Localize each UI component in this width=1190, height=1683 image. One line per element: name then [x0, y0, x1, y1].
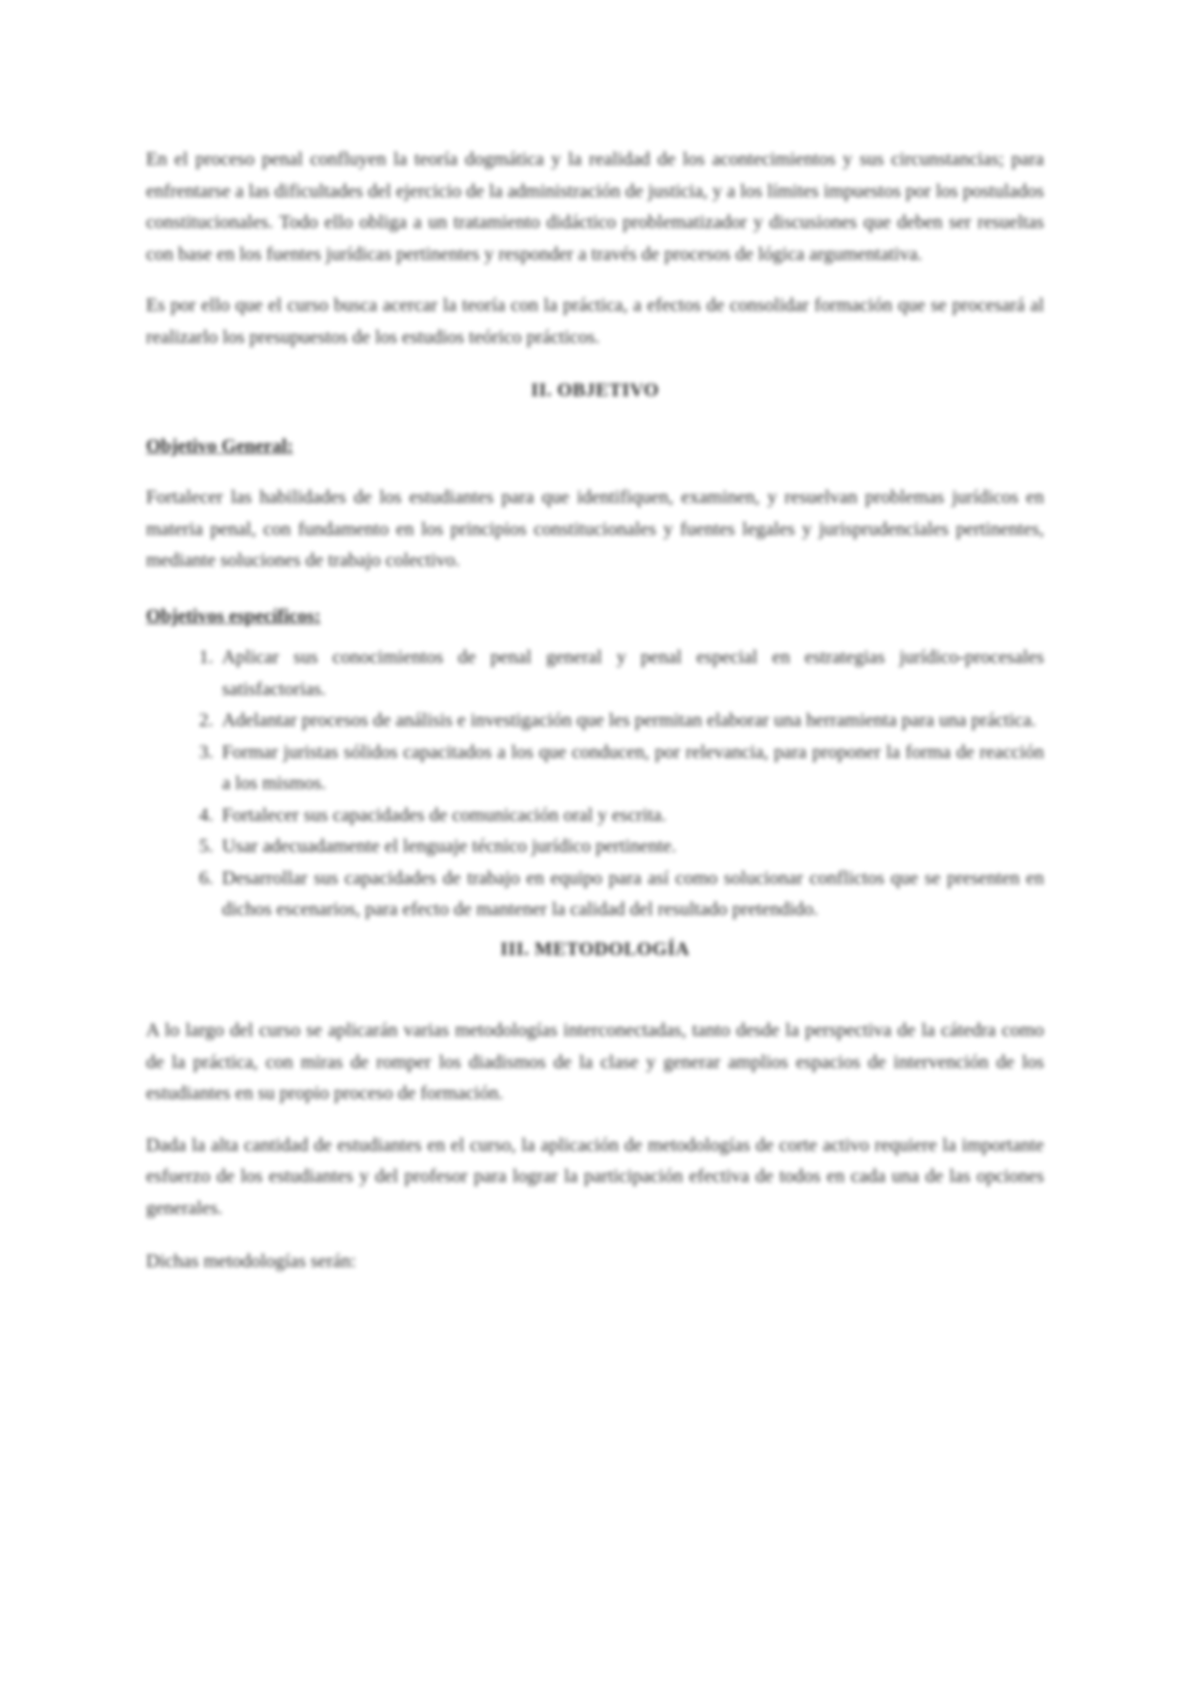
list-item: 3. Formar juristas sólidos capacitados a los que conducen, por relevancia, para proponer la forma de reacción a los mismos.	[218, 737, 1044, 800]
metodologia-paragraph-2: Dada la alta cantidad de estudiantes en el curso, la aplicación de metodologías de corte activo requiere la importante esfuerzo de los estudiantes y del profesor para lograr la participación efectiva de todos en cada una de las opciones generales.	[146, 1134, 1044, 1219]
intro-paragraph-1: En el proceso penal confluyen la teoría dogmática y la realidad de los acontecimientos y sus circunstancias; para enfrentarse a las dificultades del ejercicio de la administración de justicia, y a los límites impuestos por los postulados constitucionales. Todo ello obliga a un tratamiento didáctico problematizador y discusiones que deben ser resueltas con base en los fuentes jurídicas pertinentes y responder a través de procesos de lógica argumentativa.	[146, 149, 1044, 265]
section-heading-metodologia: III. METODOLOGÍA	[500, 938, 690, 960]
objetivo-general-text: Fortalecer las habilidades de los estudiantes para que identifiquen, examinen, y resuelvan problemas jurídicos en materia penal, con fundamento en los principios constitucionales y fuentes legales y jurisprudenciales pertinentes, mediante soluciones de trabajo colectivo.	[146, 487, 1044, 571]
metodologia-paragraph-1: A lo largo del curso se aplicarán varias metodologías interconectadas, tanto desde la perspectiva de la cátedra como de la práctica, con miras de romper los diadismos de la clase y generar amplios espacios de intervención de los estudiantes en su propio proceso de formación.	[146, 1020, 1044, 1104]
intro-paragraph-2: Es por ello que el curso busca acercar la teoría con la práctica, a efectos de consolidar formación que se procesará al realizarlo los presupuestos de los estudios teórico prácticos.	[146, 295, 1044, 348]
metodologia-closing-line: Dichas metodologías serán:	[146, 1251, 357, 1272]
list-item: 4. Fortalecer sus capacidades de comunicación oral y escrita.	[218, 800, 1044, 832]
section-heading-objetivo: II. OBJETIVO	[530, 380, 660, 401]
list-item: 1. Aplicar sus conocimientos de penal general y penal especial en estrategias jurídico-procesales satisfactorias.	[218, 642, 1044, 705]
list-item: 5. Usar adecuadamente el lenguaje técnico jurídico pertinente.	[218, 831, 1044, 863]
subheading-objetivo-general: Objetivo General:	[146, 435, 294, 457]
objectives-list	[146, 642, 1044, 926]
list-item: 2. Adelantar procesos de análisis e investigación que les permitan elaborar una herramienta para una práctica.	[218, 705, 1044, 737]
list-item: 6. Desarrollar sus capacidades de trabajo en equipo para así como solucionar conflictos que se presenten en dichos escenarios, para efecto de mantener la calidad del resultado pretendido.	[218, 863, 1044, 926]
subheading-objetivos-especificos: Objetivos específicos:	[146, 605, 321, 627]
document-body	[146, 144, 1044, 1278]
